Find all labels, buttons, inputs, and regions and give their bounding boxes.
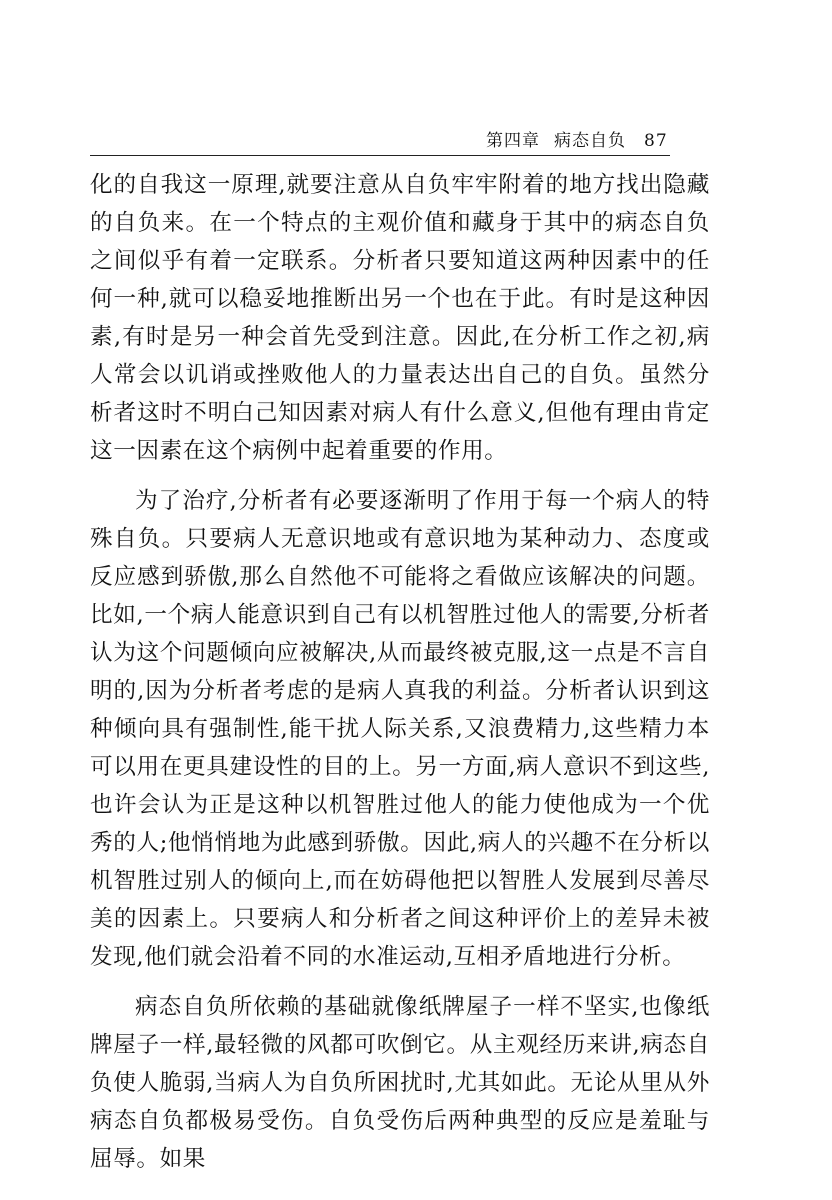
paragraph-2: 为了治疗,分析者有必要逐渐明了作用于每一个病人的特殊自负。只要病人无意识地或有意识地为某种动力、态度或反应感到骄傲,那么自然他不可能将之看做应该解决的问题。比如,一个病人能意识到自己有以机智胜过他人的需要,分析者认为这个问题倾向应被解决,从而最终被克服,这一点是不言自明的,因为分析者考虑的是病人真我的利益。分析者认识到这种倾向具有强制性,能干扰人际关系,又浪费精力,这些精力本可以用在更具建设性的目的上。另一方面,病人意识不到这些,也许会认为正是这种以机智胜过他人的能力使他成为一个优秀的人;他悄悄地为此感到骄傲。因此,病人的兴趣不在分析以机智胜过别人的倾向上,而在妨碍他把以智胜人发展到尽善尽美的因素上。只要病人和分析者之间这种评价上的差异未被发现,他们就会沿着不同的水准运动,互相矛盾地进行分析。 bbox=[90, 488, 710, 970]
paragraph-1: 化的自我这一原理,就要注意从自负牢牢附着的地方找出隐藏的自负来。在一个特点的主观价值和藏身于其中的病态自负之间似乎有着一定联系。分析者只要知道这两种因素中的任何一种,就可以稳妥地推断出另一个也在于此。有时是这种因素,有时是另一种会首先受到注意。因此,在分析工作之初,病人常会以讥诮或挫败他人的力量表达出自己的自负。虽然分析者这时不明白己知因素对病人有什么意义,但他有理由肯定这一因素在这个病例中起着重要的作用。 bbox=[90, 172, 710, 464]
chapter-title: 病态自负 bbox=[554, 131, 626, 151]
paragraph-3: 病态自负所依赖的基础就像纸牌屋子一样不坚实,也像纸牌屋子一样,最轻微的风都可吹倒它。从主观经历来讲,病态自负使人脆弱,当病人为自负所困扰时,尤其如此。无论从里从外病态自负都极易受伤。自负受伤后两种典型的反应是羞耻与屈辱。如果 bbox=[90, 994, 710, 1172]
header-rule bbox=[90, 155, 670, 156]
page-number: 87 bbox=[644, 131, 668, 151]
chapter-label: 第四章 bbox=[486, 131, 540, 151]
running-header bbox=[486, 126, 696, 156]
body-text bbox=[90, 166, 710, 1190]
